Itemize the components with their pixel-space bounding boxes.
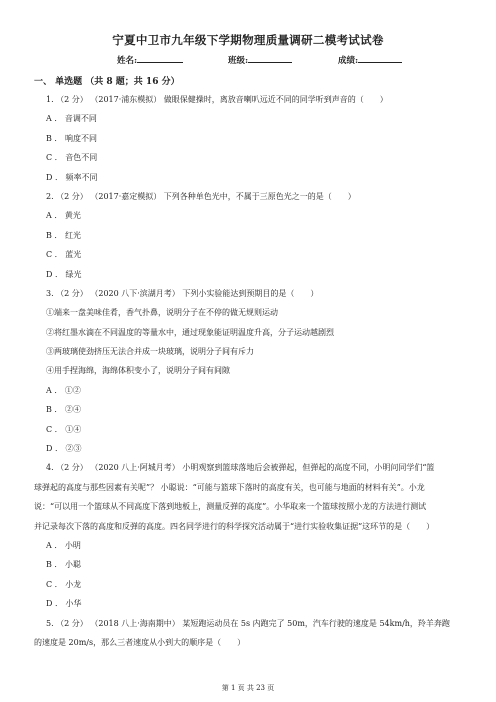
question-2-stem: 2. （2 分） （2017·嘉定模拟） 下列各种单色光中，不属于三原色光之一的是（ ） (46, 192, 356, 201)
class-label: 班级: (228, 56, 249, 66)
question-2-option-a: A ． 黄光 (46, 211, 81, 220)
question-3-statement-1: ①端来一盘美味佳肴，香气扑鼻，说明分子在不停的做无规则运动 (46, 308, 278, 317)
question-4-stem-line-1: 4. （2 分） （2020 八上·阿城月考） 小明观察到篮球落地后会被弹起，但弹起的高度不同，小明问同学们“篮 (46, 463, 435, 472)
question-3-option-c: C ． ①④ (46, 425, 82, 434)
question-3-option-b: B ． ②④ (46, 405, 81, 414)
question-5-stem-line-2: 的速度是 20m/s，那么三者速度从小到大的顺序是（ ） (34, 638, 246, 647)
question-2-option-b: B ． 红光 (46, 231, 81, 240)
question-3-option-d: D ． ②③ (46, 444, 82, 453)
question-3-statement-4: ④用手捏海绵，海绵体积变小了，说明分子间有间隙 (46, 366, 230, 375)
question-4-stem-line-4: 并记录每次下落的高度和反弹的高度。四名同学进行的科学探究活动属于“进行实验收集证据”这环节的是（ ） (34, 522, 435, 531)
question-2-option-c: C ． 蓝光 (46, 250, 82, 259)
question-3-stem: 3. （2 分） （2020 八下·滨湖月考） 下列小实验能达到预期目的是（ ） (46, 289, 319, 298)
class-field (228, 54, 248, 66)
question-4-stem-line-2: 球弹起的高度与那些因素有关呢”？ 小聪说：“可能与篮球下落时的高度有关，也可能与地面的材料有关”。小龙 (34, 483, 425, 492)
question-1-option-d: D ． 频率不同 (46, 173, 98, 182)
question-4-stem-line-3: 说：“可以用一个篮球从不同高度下落到地板上，测量反弹的高度”。小华取来一个篮球按照小龙的方法进行测试 (34, 502, 427, 511)
question-1-option-b: B ． 响度不同 (46, 134, 97, 143)
question-1-stem: 1. （2 分） （2017·浦东模拟） 做眼保健操时，离放音喇叭远近不同的同学听到声音的（ ） (46, 95, 388, 104)
score-blank (358, 54, 402, 63)
question-2-option-d: D ． 绿光 (46, 270, 82, 279)
question-1-option-a: A ． 音调不同 (46, 114, 97, 123)
question-1-option-c: C ． 音色不同 (46, 153, 98, 162)
question-4-option-c: C ． 小龙 (46, 580, 82, 589)
question-5-stem-line-1: 5. （2 分） （2018 八上·海南期中） 某短跑运动员在 5s 内跑完了 50m，汽车行驶的速度是 54km/h，羚羊奔跑 (46, 619, 450, 628)
question-3-option-a: A ． ①② (46, 386, 81, 395)
class-blank (248, 54, 292, 63)
page-title: 宁夏中卫市九年级下学期物理质量调研二模考试试卷 (112, 33, 384, 47)
section-heading: 一、 单选题 （共 8 题；共 16 分） (34, 77, 180, 87)
name-blank (137, 54, 183, 63)
score-field (338, 54, 358, 66)
question-4-option-b: B ． 小聪 (46, 560, 81, 569)
question-4-option-a: A ． 小明 (46, 541, 81, 550)
name-field (117, 54, 137, 66)
name-label: 姓名: (117, 56, 138, 66)
page-footer: 第 1 页 共 23 页 (221, 684, 275, 692)
question-3-statement-2: ②将红墨水滴在不同温度的等量水中，通过现象能证明温度升高，分子运动越剧烈 (46, 328, 334, 337)
score-label: 成绩: (338, 56, 359, 66)
question-3-statement-3: ③两玻璃使劲挤压无法合并成一块玻璃，说明分子间有斥力 (46, 347, 254, 356)
question-4-option-d: D ． 小华 (46, 599, 82, 608)
